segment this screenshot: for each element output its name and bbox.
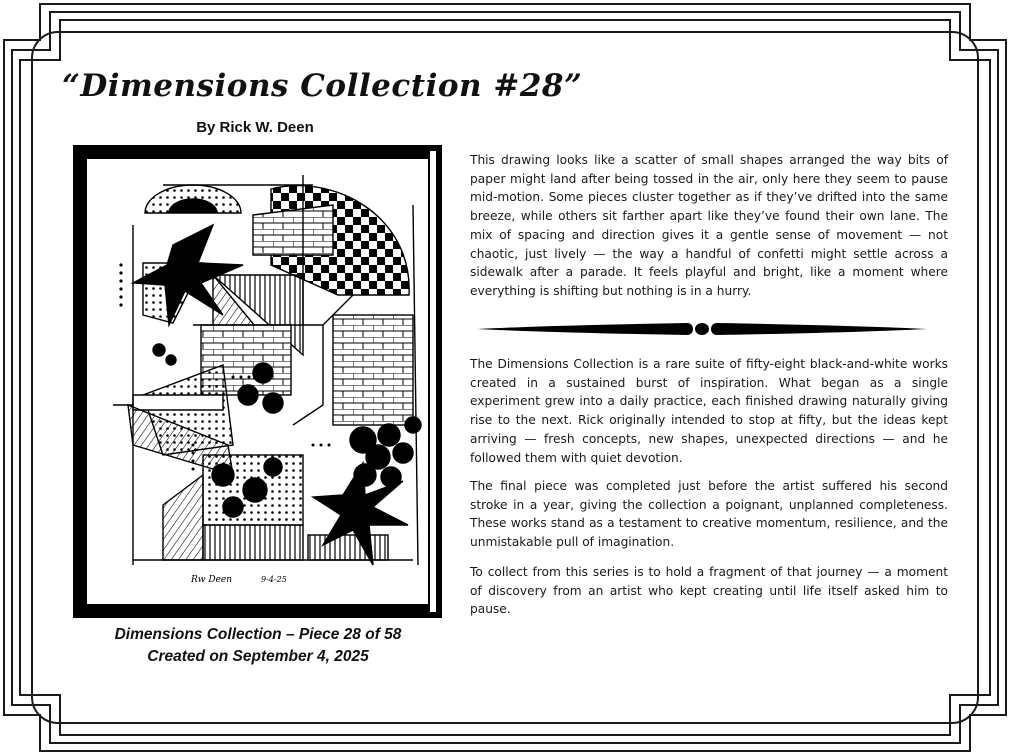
artist-byline: By Rick W. Deen (196, 119, 314, 136)
artwork-signature: Rw Deen (191, 575, 233, 585)
caption-created-date: Created on September 4, 2025 (147, 648, 369, 665)
collect-paragraph: To collect from this series is to hold a fragment of that journey — a moment of discovery from an artist who kept creating until life itself asked him to pause. (470, 565, 948, 617)
artwork-image (73, 145, 442, 618)
artwork-date-mark: 9-4-25 (261, 575, 287, 584)
artwork-caption (70, 624, 446, 668)
caption-piece-number: Dimensions Collection – Piece 28 of 58 (114, 626, 402, 643)
page-title: “Dimensions Collection #28” (62, 68, 583, 104)
ornamental-divider (477, 318, 927, 340)
final-piece-paragraph: The final piece was completed just before the artist suffered his second stroke in a year, giving the collection a poignant, unplanned completeness. These works stand as a testament to creative momentum, resilience, and the unmistakable pull of imagination. (470, 479, 948, 550)
collection-paragraph: The Dimensions Collection is a rare suite of fifty-eight black-and-white works created in a sustained burst of inspiration. What began as a single experiment grew into a daily practice, each finished drawing naturally giving rise to the next. Rick originally intended to stop at fifty, but the ideas kept arriving — fresh concepts, new shapes, unexpected directions — and he followed them with quiet devotion. (470, 357, 948, 465)
description-paragraph: This drawing looks like a scatter of small shapes arranged the way bits of paper might land after being tossed in the air, only here they seem to pause mid-motion. Some pieces cluster together as if they’ve drifted into the same breeze, while others sit farther apart like they’ve found their own lane. The mix of spacing and direction gives it a gentle sense of movement — not chaotic, just lively — the way a handful of confetti might settle across a sidewalk after a parade. It feels playful and bright, like a moment where everything is shifting but nothing is in a hurry. (470, 153, 948, 298)
